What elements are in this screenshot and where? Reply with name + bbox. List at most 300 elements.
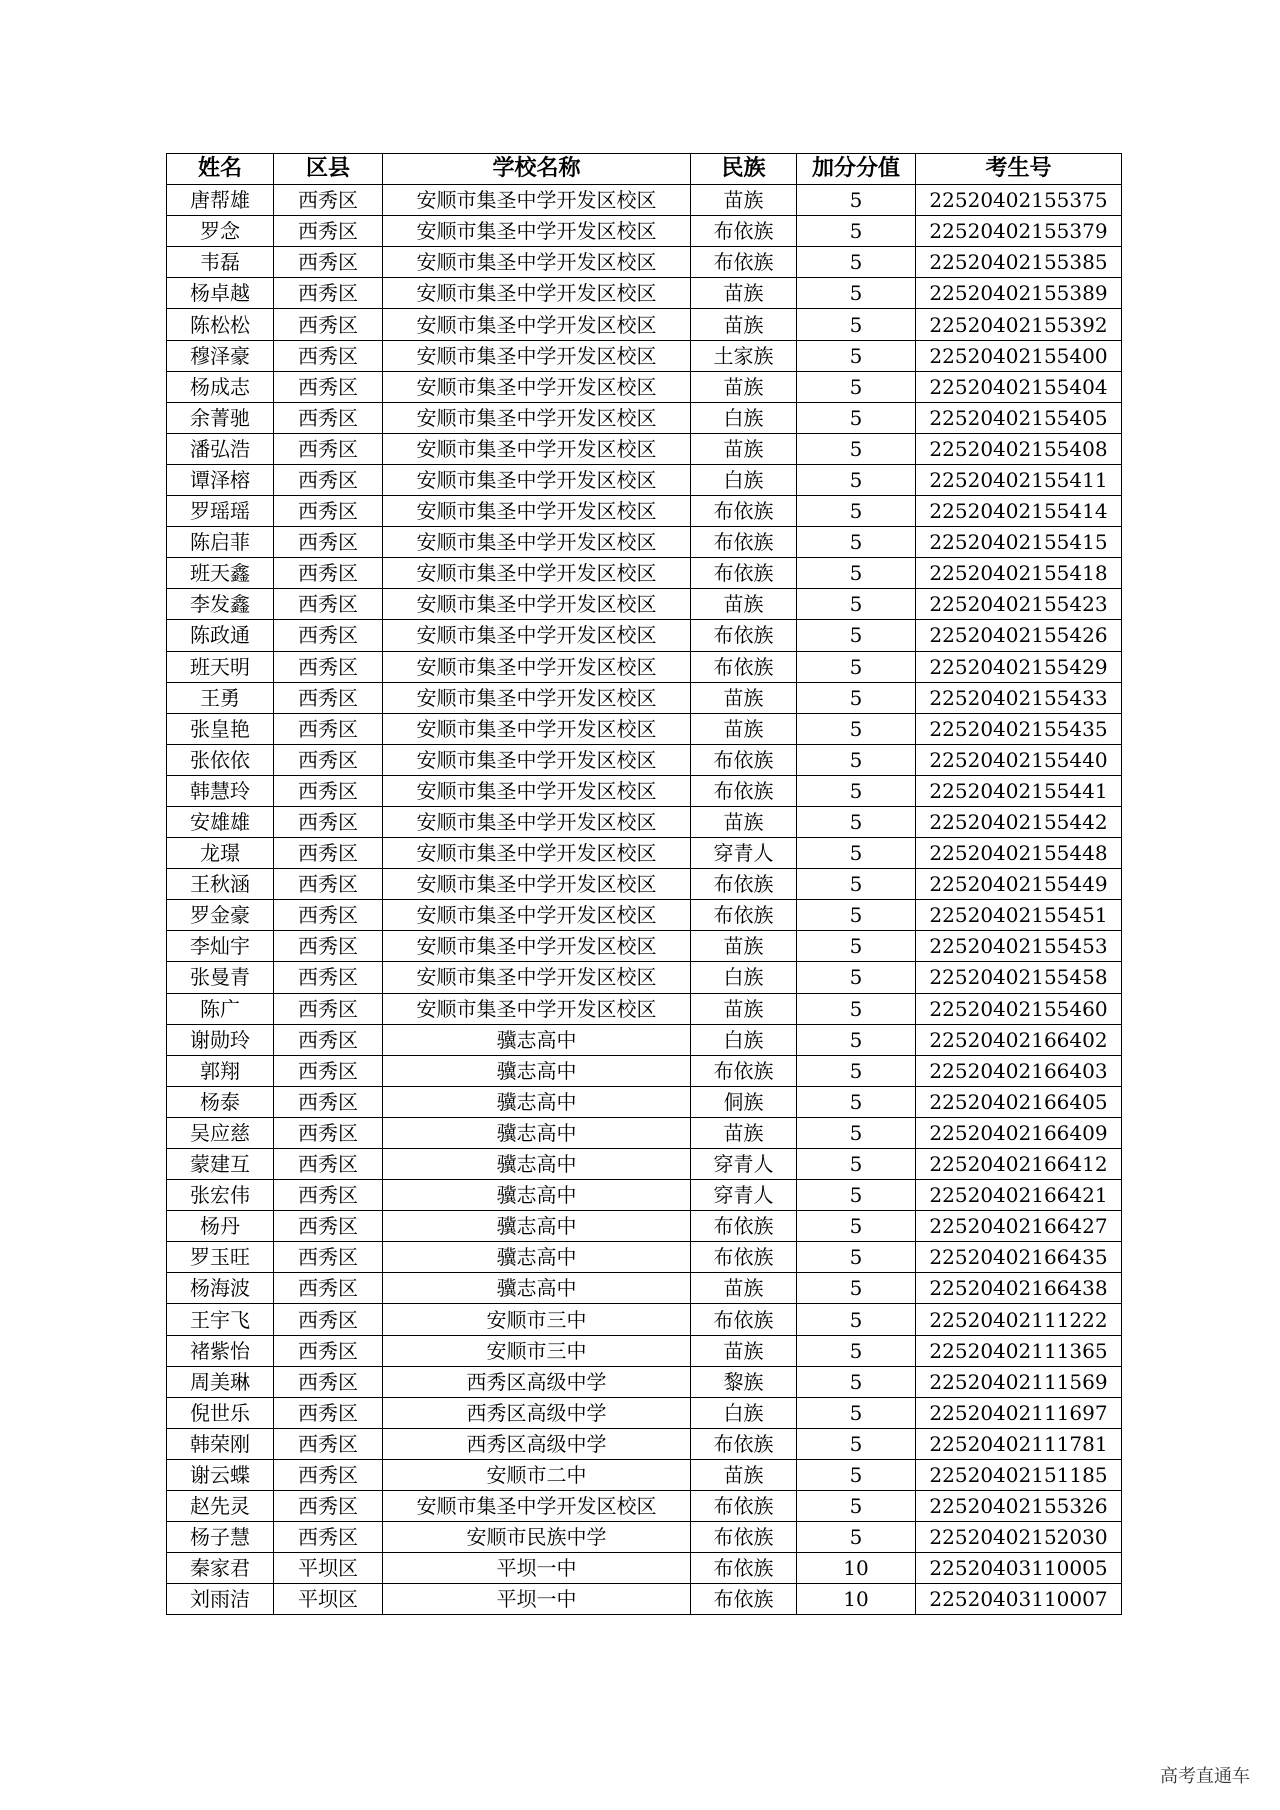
ethnicity-cell: 布依族 xyxy=(691,620,797,651)
exam-number-cell: 22520402155400 xyxy=(916,340,1122,371)
ethnicity-cell: 布依族 xyxy=(691,558,797,589)
exam-number-cell: 22520403110005 xyxy=(916,1553,1122,1584)
ethnicity-cell: 白族 xyxy=(691,464,797,495)
table-row xyxy=(167,1491,1122,1522)
table-row xyxy=(167,1304,1122,1335)
exam-number-cell: 22520402155451 xyxy=(916,900,1122,931)
ethnicity-cell: 布依族 xyxy=(691,1428,797,1459)
school-name-cell: 西秀区高级中学 xyxy=(383,1397,691,1428)
ethnicity-cell: 黎族 xyxy=(691,1366,797,1397)
bonus-points-cell: 5 xyxy=(797,993,916,1024)
district-cell: 西秀区 xyxy=(274,1242,383,1273)
district-cell: 西秀区 xyxy=(274,558,383,589)
student-name-cell: 罗念 xyxy=(167,216,274,247)
school-name-cell: 骥志高中 xyxy=(383,1180,691,1211)
student-name-cell: 郭翔 xyxy=(167,1055,274,1086)
table-row xyxy=(167,806,1122,837)
table-row xyxy=(167,993,1122,1024)
school-name-cell: 安顺市集圣中学开发区校区 xyxy=(383,962,691,993)
bonus-points-cell: 5 xyxy=(797,1149,916,1180)
student-name-cell: 韩慧玲 xyxy=(167,775,274,806)
header-bonus-points: 加分分值 xyxy=(797,154,916,185)
bonus-points-table xyxy=(166,153,1122,1615)
district-cell: 平坝区 xyxy=(274,1553,383,1584)
school-name-cell: 安顺市集圣中学开发区校区 xyxy=(383,216,691,247)
bonus-points-cell: 5 xyxy=(797,558,916,589)
table-row xyxy=(167,931,1122,962)
exam-number-cell: 22520402155379 xyxy=(916,216,1122,247)
exam-number-cell: 22520402111569 xyxy=(916,1366,1122,1397)
bonus-points-cell: 5 xyxy=(797,589,916,620)
bonus-points-cell: 5 xyxy=(797,371,916,402)
ethnicity-cell: 苗族 xyxy=(691,185,797,216)
header-district: 区县 xyxy=(274,154,383,185)
school-name-cell: 平坝一中 xyxy=(383,1584,691,1615)
student-name-cell: 安雄雄 xyxy=(167,806,274,837)
bonus-points-cell: 5 xyxy=(797,869,916,900)
exam-number-cell: 22520402111697 xyxy=(916,1397,1122,1428)
table-header-row xyxy=(167,154,1122,185)
header-name: 姓名 xyxy=(167,154,274,185)
bonus-points-cell: 5 xyxy=(797,1335,916,1366)
bonus-points-cell: 5 xyxy=(797,1304,916,1335)
table-row xyxy=(167,309,1122,340)
exam-number-cell: 22520402166421 xyxy=(916,1180,1122,1211)
student-name-cell: 秦家君 xyxy=(167,1553,274,1584)
ethnicity-cell: 布依族 xyxy=(691,496,797,527)
exam-number-cell: 22520402152030 xyxy=(916,1522,1122,1553)
district-cell: 西秀区 xyxy=(274,247,383,278)
table-row xyxy=(167,962,1122,993)
ethnicity-cell: 苗族 xyxy=(691,682,797,713)
table-row xyxy=(167,1522,1122,1553)
ethnicity-cell: 苗族 xyxy=(691,1335,797,1366)
school-name-cell: 安顺市集圣中学开发区校区 xyxy=(383,838,691,869)
table-row xyxy=(167,651,1122,682)
ethnicity-cell: 土家族 xyxy=(691,340,797,371)
district-cell: 西秀区 xyxy=(274,1055,383,1086)
bonus-points-cell: 5 xyxy=(797,1397,916,1428)
student-name-cell: 龙璟 xyxy=(167,838,274,869)
district-cell: 西秀区 xyxy=(274,464,383,495)
school-name-cell: 骥志高中 xyxy=(383,1273,691,1304)
exam-number-cell: 22520402155433 xyxy=(916,682,1122,713)
school-name-cell: 西秀区高级中学 xyxy=(383,1428,691,1459)
district-cell: 西秀区 xyxy=(274,1522,383,1553)
table-row xyxy=(167,1117,1122,1148)
school-name-cell: 安顺市集圣中学开发区校区 xyxy=(383,900,691,931)
school-name-cell: 安顺市集圣中学开发区校区 xyxy=(383,558,691,589)
student-name-cell: 周美琳 xyxy=(167,1366,274,1397)
ethnicity-cell: 布依族 xyxy=(691,775,797,806)
exam-number-cell: 22520402155385 xyxy=(916,247,1122,278)
bonus-points-cell: 5 xyxy=(797,402,916,433)
district-cell: 西秀区 xyxy=(274,1273,383,1304)
exam-number-cell: 22520402155411 xyxy=(916,464,1122,495)
student-name-cell: 班天明 xyxy=(167,651,274,682)
district-cell: 西秀区 xyxy=(274,1024,383,1055)
district-cell: 西秀区 xyxy=(274,527,383,558)
exam-number-cell: 22520402111365 xyxy=(916,1335,1122,1366)
bonus-points-cell: 5 xyxy=(797,1366,916,1397)
school-name-cell: 骥志高中 xyxy=(383,1055,691,1086)
table-row xyxy=(167,900,1122,931)
district-cell: 西秀区 xyxy=(274,1180,383,1211)
student-name-cell: 谭泽榕 xyxy=(167,464,274,495)
table-row xyxy=(167,1024,1122,1055)
school-name-cell: 安顺市集圣中学开发区校区 xyxy=(383,869,691,900)
student-name-cell: 陈松松 xyxy=(167,309,274,340)
ethnicity-cell: 穿青人 xyxy=(691,1149,797,1180)
exam-number-cell: 22520402155415 xyxy=(916,527,1122,558)
student-name-cell: 韩荣刚 xyxy=(167,1428,274,1459)
ethnicity-cell: 侗族 xyxy=(691,1086,797,1117)
district-cell: 西秀区 xyxy=(274,682,383,713)
table-row xyxy=(167,869,1122,900)
district-cell: 西秀区 xyxy=(274,775,383,806)
student-name-cell: 赵先灵 xyxy=(167,1491,274,1522)
ethnicity-cell: 苗族 xyxy=(691,589,797,620)
student-name-cell: 陈启菲 xyxy=(167,527,274,558)
school-name-cell: 平坝一中 xyxy=(383,1553,691,1584)
student-name-cell: 王宇飞 xyxy=(167,1304,274,1335)
student-name-cell: 穆泽豪 xyxy=(167,340,274,371)
school-name-cell: 安顺市集圣中学开发区校区 xyxy=(383,309,691,340)
exam-number-cell: 22520402166438 xyxy=(916,1273,1122,1304)
exam-number-cell: 22520402155414 xyxy=(916,496,1122,527)
school-name-cell: 安顺市集圣中学开发区校区 xyxy=(383,620,691,651)
exam-number-cell: 22520402166405 xyxy=(916,1086,1122,1117)
student-name-cell: 蒙建互 xyxy=(167,1149,274,1180)
exam-number-cell: 22520402155423 xyxy=(916,589,1122,620)
ethnicity-cell: 苗族 xyxy=(691,309,797,340)
district-cell: 西秀区 xyxy=(274,278,383,309)
school-name-cell: 安顺市集圣中学开发区校区 xyxy=(383,993,691,1024)
ethnicity-cell: 白族 xyxy=(691,1024,797,1055)
ethnicity-cell: 白族 xyxy=(691,402,797,433)
school-name-cell: 安顺市三中 xyxy=(383,1304,691,1335)
table-row xyxy=(167,1180,1122,1211)
ethnicity-cell: 穿青人 xyxy=(691,1180,797,1211)
school-name-cell: 安顺市集圣中学开发区校区 xyxy=(383,527,691,558)
student-name-cell: 韦磊 xyxy=(167,247,274,278)
student-name-cell: 李发鑫 xyxy=(167,589,274,620)
ethnicity-cell: 布依族 xyxy=(691,869,797,900)
table-row xyxy=(167,713,1122,744)
school-name-cell: 安顺市集圣中学开发区校区 xyxy=(383,931,691,962)
exam-number-cell: 22520402155389 xyxy=(916,278,1122,309)
bonus-points-cell: 5 xyxy=(797,962,916,993)
district-cell: 西秀区 xyxy=(274,402,383,433)
bonus-points-cell: 10 xyxy=(797,1553,916,1584)
ethnicity-cell: 布依族 xyxy=(691,1584,797,1615)
table-row xyxy=(167,1149,1122,1180)
student-name-cell: 罗瑶瑶 xyxy=(167,496,274,527)
table-row xyxy=(167,247,1122,278)
ethnicity-cell: 苗族 xyxy=(691,1273,797,1304)
bonus-points-cell: 5 xyxy=(797,527,916,558)
table-row xyxy=(167,1397,1122,1428)
bonus-points-cell: 5 xyxy=(797,651,916,682)
exam-number-cell: 22520402155408 xyxy=(916,433,1122,464)
bonus-points-cell: 5 xyxy=(797,278,916,309)
student-name-cell: 班天鑫 xyxy=(167,558,274,589)
student-name-cell: 杨泰 xyxy=(167,1086,274,1117)
student-name-cell: 张依依 xyxy=(167,744,274,775)
district-cell: 西秀区 xyxy=(274,993,383,1024)
bonus-points-cell: 5 xyxy=(797,185,916,216)
student-name-cell: 潘弘浩 xyxy=(167,433,274,464)
exam-number-cell: 22520402155441 xyxy=(916,775,1122,806)
bonus-points-cell: 5 xyxy=(797,340,916,371)
table-row xyxy=(167,1211,1122,1242)
bonus-points-cell: 5 xyxy=(797,1242,916,1273)
table-row xyxy=(167,402,1122,433)
table-row xyxy=(167,1055,1122,1086)
table-row xyxy=(167,1273,1122,1304)
student-name-cell: 王勇 xyxy=(167,682,274,713)
bonus-points-cell: 5 xyxy=(797,464,916,495)
table-row xyxy=(167,558,1122,589)
district-cell: 西秀区 xyxy=(274,962,383,993)
bonus-points-cell: 5 xyxy=(797,1117,916,1148)
bonus-points-cell: 5 xyxy=(797,496,916,527)
bonus-points-cell: 5 xyxy=(797,1522,916,1553)
school-name-cell: 安顺市集圣中学开发区校区 xyxy=(383,651,691,682)
district-cell: 西秀区 xyxy=(274,931,383,962)
school-name-cell: 骥志高中 xyxy=(383,1117,691,1148)
header-ethnicity: 民族 xyxy=(691,154,797,185)
school-name-cell: 骥志高中 xyxy=(383,1024,691,1055)
district-cell: 西秀区 xyxy=(274,185,383,216)
exam-number-cell: 22520402155442 xyxy=(916,806,1122,837)
school-name-cell: 安顺市集圣中学开发区校区 xyxy=(383,496,691,527)
district-cell: 西秀区 xyxy=(274,1211,383,1242)
district-cell: 西秀区 xyxy=(274,713,383,744)
student-name-cell: 张宏伟 xyxy=(167,1180,274,1211)
exam-number-cell: 22520402155426 xyxy=(916,620,1122,651)
student-name-cell: 杨子慧 xyxy=(167,1522,274,1553)
bonus-points-cell: 5 xyxy=(797,806,916,837)
ethnicity-cell: 布依族 xyxy=(691,527,797,558)
student-name-cell: 倪世乐 xyxy=(167,1397,274,1428)
table-row xyxy=(167,1428,1122,1459)
exam-number-cell: 22520402155418 xyxy=(916,558,1122,589)
table-row xyxy=(167,1335,1122,1366)
school-name-cell: 安顺市集圣中学开发区校区 xyxy=(383,744,691,775)
student-name-cell: 谢勋玲 xyxy=(167,1024,274,1055)
table-row xyxy=(167,340,1122,371)
table-row xyxy=(167,216,1122,247)
ethnicity-cell: 苗族 xyxy=(691,993,797,1024)
district-cell: 西秀区 xyxy=(274,1397,383,1428)
district-cell: 西秀区 xyxy=(274,806,383,837)
exam-number-cell: 22520402151185 xyxy=(916,1459,1122,1490)
ethnicity-cell: 布依族 xyxy=(691,651,797,682)
bonus-points-cell: 5 xyxy=(797,1211,916,1242)
exam-number-cell: 22520402111781 xyxy=(916,1428,1122,1459)
district-cell: 西秀区 xyxy=(274,433,383,464)
school-name-cell: 骥志高中 xyxy=(383,1149,691,1180)
table-row xyxy=(167,527,1122,558)
ethnicity-cell: 布依族 xyxy=(691,216,797,247)
district-cell: 西秀区 xyxy=(274,371,383,402)
student-name-cell: 吴应慈 xyxy=(167,1117,274,1148)
ethnicity-cell: 布依族 xyxy=(691,1522,797,1553)
bonus-points-cell: 5 xyxy=(797,1459,916,1490)
exam-number-cell: 22520402155440 xyxy=(916,744,1122,775)
school-name-cell: 安顺市集圣中学开发区校区 xyxy=(383,775,691,806)
ethnicity-cell: 布依族 xyxy=(691,1304,797,1335)
bonus-points-cell: 5 xyxy=(797,682,916,713)
district-cell: 西秀区 xyxy=(274,900,383,931)
student-name-cell: 杨成志 xyxy=(167,371,274,402)
district-cell: 西秀区 xyxy=(274,309,383,340)
district-cell: 西秀区 xyxy=(274,838,383,869)
ethnicity-cell: 白族 xyxy=(691,1397,797,1428)
bonus-points-cell: 5 xyxy=(797,1273,916,1304)
student-name-cell: 张曼青 xyxy=(167,962,274,993)
exam-number-cell: 22520402155392 xyxy=(916,309,1122,340)
ethnicity-cell: 苗族 xyxy=(691,1117,797,1148)
bonus-points-cell: 5 xyxy=(797,931,916,962)
school-name-cell: 安顺市集圣中学开发区校区 xyxy=(383,402,691,433)
student-name-cell: 王秋涵 xyxy=(167,869,274,900)
table-row xyxy=(167,278,1122,309)
district-cell: 西秀区 xyxy=(274,1149,383,1180)
district-cell: 西秀区 xyxy=(274,1335,383,1366)
ethnicity-cell: 布依族 xyxy=(691,247,797,278)
student-name-cell: 杨海波 xyxy=(167,1273,274,1304)
exam-number-cell: 22520402111222 xyxy=(916,1304,1122,1335)
table-row xyxy=(167,682,1122,713)
school-name-cell: 安顺市三中 xyxy=(383,1335,691,1366)
ethnicity-cell: 布依族 xyxy=(691,1055,797,1086)
bonus-points-cell: 5 xyxy=(797,433,916,464)
school-name-cell: 安顺市二中 xyxy=(383,1459,691,1490)
student-name-cell: 李灿宇 xyxy=(167,931,274,962)
school-name-cell: 安顺市集圣中学开发区校区 xyxy=(383,1491,691,1522)
district-cell: 西秀区 xyxy=(274,340,383,371)
student-name-cell: 褚紫怡 xyxy=(167,1335,274,1366)
ethnicity-cell: 苗族 xyxy=(691,931,797,962)
school-name-cell: 安顺市集圣中学开发区校区 xyxy=(383,464,691,495)
student-name-cell: 刘雨洁 xyxy=(167,1584,274,1615)
bonus-points-cell: 5 xyxy=(797,713,916,744)
exam-number-cell: 22520402155449 xyxy=(916,869,1122,900)
table-row xyxy=(167,433,1122,464)
table-row xyxy=(167,838,1122,869)
district-cell: 西秀区 xyxy=(274,869,383,900)
school-name-cell: 安顺市集圣中学开发区校区 xyxy=(383,713,691,744)
school-name-cell: 安顺市集圣中学开发区校区 xyxy=(383,185,691,216)
exam-number-cell: 22520402166403 xyxy=(916,1055,1122,1086)
bonus-points-cell: 5 xyxy=(797,838,916,869)
ethnicity-cell: 布依族 xyxy=(691,1211,797,1242)
student-name-cell: 陈政通 xyxy=(167,620,274,651)
district-cell: 西秀区 xyxy=(274,1366,383,1397)
bonus-points-cell: 5 xyxy=(797,216,916,247)
school-name-cell: 安顺市集圣中学开发区校区 xyxy=(383,340,691,371)
district-cell: 西秀区 xyxy=(274,216,383,247)
exam-number-cell: 22520403110007 xyxy=(916,1584,1122,1615)
student-name-cell: 余菁驰 xyxy=(167,402,274,433)
student-name-cell: 杨丹 xyxy=(167,1211,274,1242)
school-name-cell: 安顺市集圣中学开发区校区 xyxy=(383,433,691,464)
student-name-cell: 杨卓越 xyxy=(167,278,274,309)
district-cell: 西秀区 xyxy=(274,589,383,620)
bonus-points-cell: 5 xyxy=(797,1055,916,1086)
school-name-cell: 骥志高中 xyxy=(383,1086,691,1117)
exam-number-cell: 22520402155326 xyxy=(916,1491,1122,1522)
exam-number-cell: 22520402166435 xyxy=(916,1242,1122,1273)
table-row xyxy=(167,1086,1122,1117)
bonus-points-cell: 10 xyxy=(797,1584,916,1615)
exam-number-cell: 22520402166409 xyxy=(916,1117,1122,1148)
exam-number-cell: 22520402155404 xyxy=(916,371,1122,402)
bonus-points-cell: 5 xyxy=(797,1428,916,1459)
ethnicity-cell: 布依族 xyxy=(691,900,797,931)
bonus-points-cell: 5 xyxy=(797,1024,916,1055)
exam-number-cell: 22520402155435 xyxy=(916,713,1122,744)
ethnicity-cell: 苗族 xyxy=(691,278,797,309)
exam-number-cell: 22520402155460 xyxy=(916,993,1122,1024)
bonus-points-cell: 5 xyxy=(797,775,916,806)
ethnicity-cell: 苗族 xyxy=(691,433,797,464)
table-row xyxy=(167,371,1122,402)
district-cell: 西秀区 xyxy=(274,1459,383,1490)
exam-number-cell: 22520402155453 xyxy=(916,931,1122,962)
student-name-cell: 张皇艳 xyxy=(167,713,274,744)
table-row xyxy=(167,496,1122,527)
bonus-points-cell: 5 xyxy=(797,744,916,775)
table-row xyxy=(167,589,1122,620)
district-cell: 西秀区 xyxy=(274,620,383,651)
school-name-cell: 安顺市民族中学 xyxy=(383,1522,691,1553)
district-cell: 西秀区 xyxy=(274,496,383,527)
school-name-cell: 安顺市集圣中学开发区校区 xyxy=(383,589,691,620)
district-cell: 西秀区 xyxy=(274,651,383,682)
ethnicity-cell: 布依族 xyxy=(691,744,797,775)
bonus-points-cell: 5 xyxy=(797,620,916,651)
district-cell: 西秀区 xyxy=(274,1086,383,1117)
ethnicity-cell: 苗族 xyxy=(691,371,797,402)
school-name-cell: 骥志高中 xyxy=(383,1211,691,1242)
exam-number-cell: 22520402166427 xyxy=(916,1211,1122,1242)
student-name-cell: 唐帮雄 xyxy=(167,185,274,216)
table-row xyxy=(167,1584,1122,1615)
table-row xyxy=(167,1553,1122,1584)
school-name-cell: 安顺市集圣中学开发区校区 xyxy=(383,371,691,402)
exam-number-cell: 22520402155458 xyxy=(916,962,1122,993)
district-cell: 西秀区 xyxy=(274,1117,383,1148)
district-cell: 西秀区 xyxy=(274,1491,383,1522)
table-row xyxy=(167,464,1122,495)
student-name-cell: 谢云蝶 xyxy=(167,1459,274,1490)
ethnicity-cell: 苗族 xyxy=(691,713,797,744)
district-cell: 西秀区 xyxy=(274,1428,383,1459)
exam-number-cell: 22520402166402 xyxy=(916,1024,1122,1055)
student-name-cell: 罗金豪 xyxy=(167,900,274,931)
bonus-points-cell: 5 xyxy=(797,1086,916,1117)
table-row xyxy=(167,1242,1122,1273)
school-name-cell: 西秀区高级中学 xyxy=(383,1366,691,1397)
student-name-cell: 罗玉旺 xyxy=(167,1242,274,1273)
ethnicity-cell: 白族 xyxy=(691,962,797,993)
table-row xyxy=(167,1366,1122,1397)
table-row xyxy=(167,1459,1122,1490)
district-cell: 西秀区 xyxy=(274,744,383,775)
